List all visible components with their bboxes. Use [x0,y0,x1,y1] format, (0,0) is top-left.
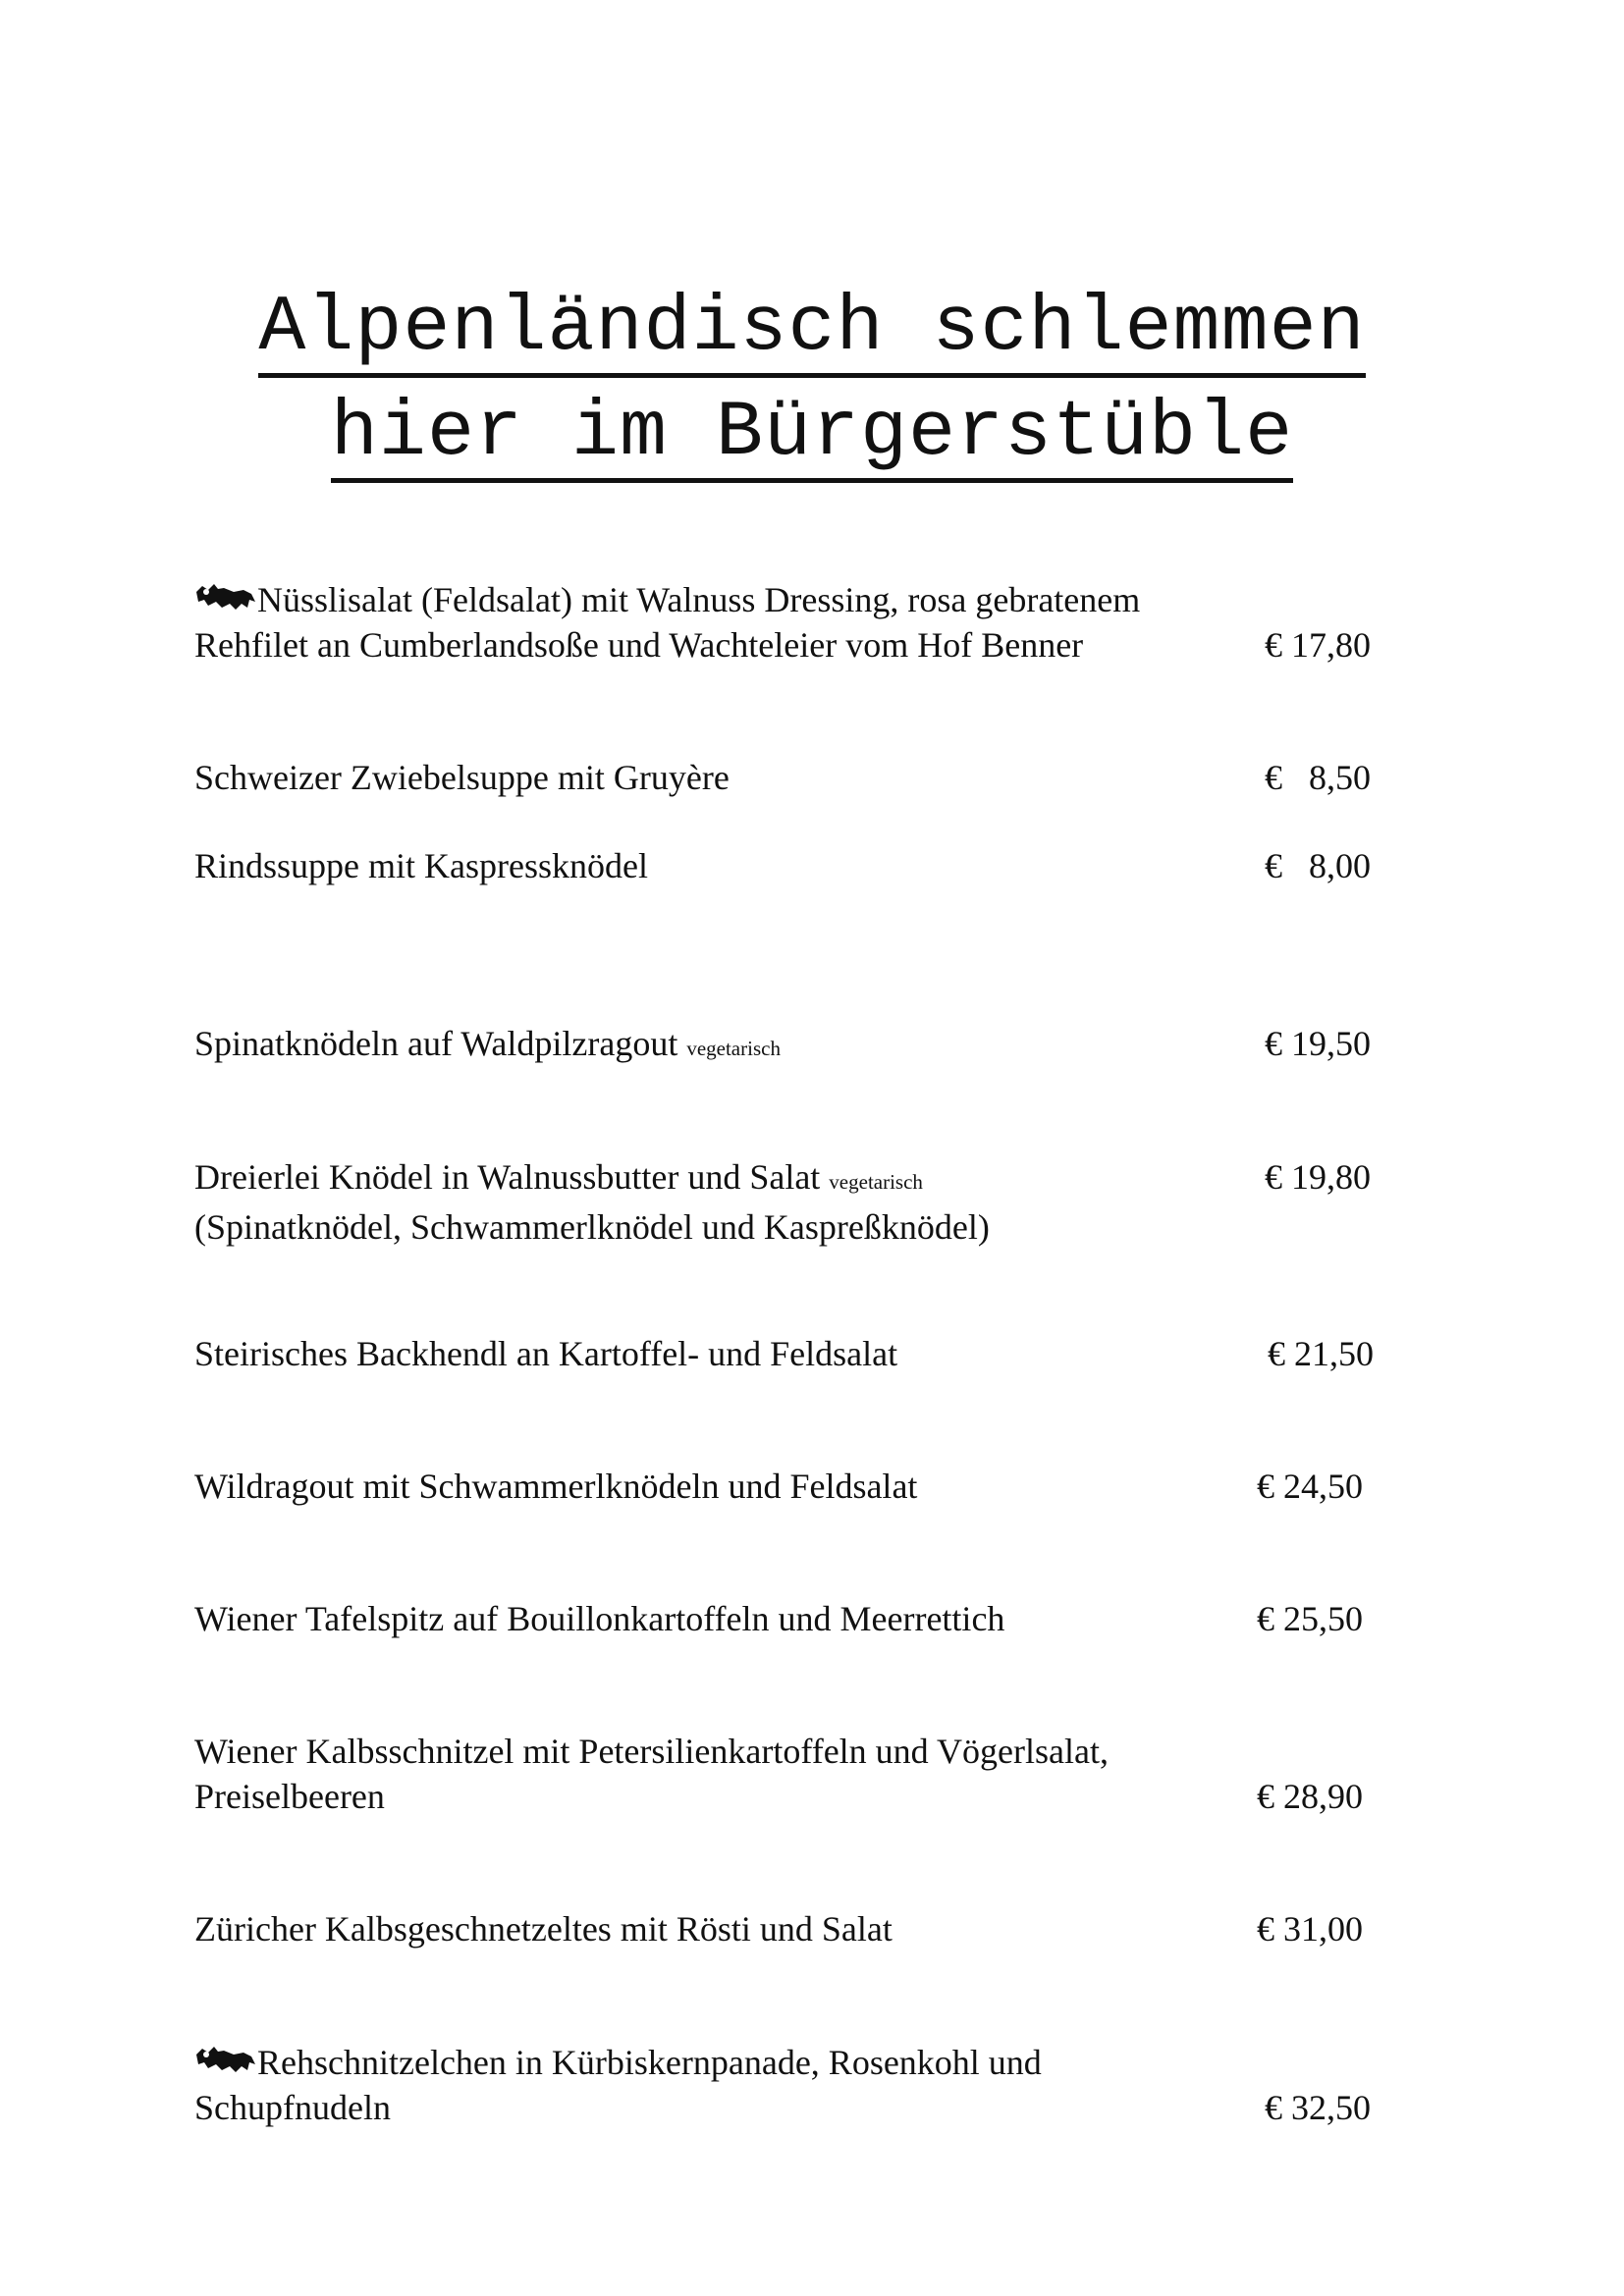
menu-title [0,285,1624,495]
menu-item-text: Züricher Kalbsgeschnetzeltes mit Rösti und Salat [194,1909,893,1949]
menu-item-text: Wiener Tafelspitz auf Bouillonkartoffeln und Meerrettich [194,1599,1005,1638]
menu-item-text: Nüsslisalat (Feldsalat) mit Walnuss Dressing, rosa gebratenem Rehfilet an Cumberlandsoße und Wachteleier vom Hof Benner [194,580,1141,665]
menu-item-price: € 17,80 [1265,625,1371,665]
menu-item-text: Wiener Kalbsschnitzel mit Petersilienkartoffeln und Vögerlsalat, Preiselbeeren [194,1732,1109,1816]
menu-item-text: Rindssuppe mit Kaspressknödel [194,846,648,885]
menu-item-text: Spinatknödeln auf Waldpilzragout vegetarisch [194,1024,781,1063]
menu-item-price: € 31,00 [1257,1909,1363,1949]
lion-icon [194,2043,257,2076]
lion-icon [194,580,257,614]
menu-item-price: € 8,00 [1265,846,1371,885]
title-line-2: hier im Bürgerstüble [331,390,1293,483]
menu-item-text: Schweizer Zwiebelsuppe mit Gruyère [194,758,730,797]
menu-item-price: € 32,50 [1265,2088,1371,2127]
menu-item-price: € 24,50 [1257,1467,1363,1506]
menu-item-price: € 8,50 [1265,758,1371,797]
menu-item-price: € 25,50 [1257,1599,1363,1638]
vegetarian-note: vegetarisch [686,1037,781,1060]
menu-item-text: Dreierlei Knödel in Walnussbutter und Salat vegetarisch (Spinatknödel, Schwammerlknödel und Kaspreßknödel) [194,1157,990,1247]
vegetarian-note: vegetarisch [829,1170,923,1194]
menu-item-text: Wildragout mit Schwammerlknödeln und Feldsalat [194,1467,918,1506]
menu-item-price: € 21,50 [1268,1334,1374,1373]
menu-item-price: € 19,50 [1265,1024,1371,1063]
menu-item-price: € 19,80 [1265,1157,1371,1197]
title-line-1: Alpenländisch schlemmen [258,285,1365,378]
menu-item-text: Rehschnitzelchen in Kürbiskernpanade, Rosenkohl und Schupfnudeln [194,2043,1042,2127]
menu-item-text: Steirisches Backhendl an Kartoffel- und Feldsalat [194,1334,898,1373]
menu-item-price: € 28,90 [1257,1777,1363,1816]
